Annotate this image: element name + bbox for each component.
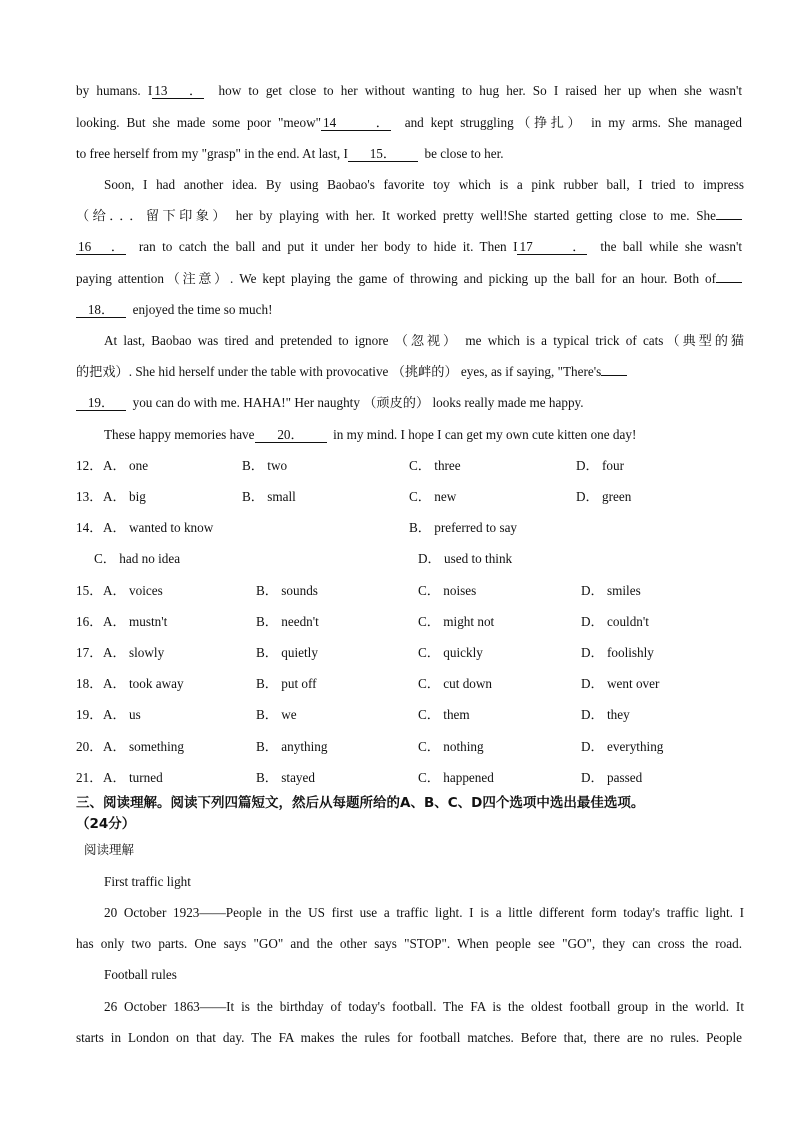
passage-line-5	[76, 207, 742, 225]
option-c: C． three	[409, 458, 461, 473]
blank-15: 15．	[348, 146, 418, 162]
passage-text: Soon, I had another idea. By using Baobao's favorite toy which is a pink rubber ball, I tried to impress	[104, 177, 744, 192]
option-c: C． them	[418, 707, 470, 722]
passage-text: the ball while she wasn't	[600, 239, 743, 254]
option-a: A． voices	[103, 583, 163, 598]
question-row-19	[76, 706, 746, 724]
option-a: A． us	[103, 707, 141, 722]
blank-17: 17．	[519, 239, 586, 254]
option-b: B． needn't	[256, 614, 319, 629]
question-row-13	[76, 488, 746, 506]
question-number: 15．	[76, 583, 103, 598]
question-row-14-cont	[76, 550, 746, 568]
question-number: 19．	[76, 707, 103, 722]
option-a: A． something	[103, 739, 184, 754]
question-number: 14．	[76, 520, 103, 535]
question-row-14	[76, 519, 746, 537]
passage-text: （给．．．留下印象） her by playing with her. It worked pretty well!She started getting close to me. She	[76, 208, 716, 223]
option-d: D． everything	[581, 739, 664, 754]
blank-line	[601, 375, 627, 376]
question-row-12	[76, 457, 746, 475]
option-d: D． they	[581, 707, 630, 722]
option-d: D． passed	[581, 770, 643, 785]
passage-line-12	[104, 426, 744, 444]
question-row-17	[76, 644, 746, 662]
question-number: 16．	[76, 614, 103, 629]
option-c: C． new	[409, 489, 457, 504]
passage-line-8	[76, 301, 742, 319]
option-a: A． mustn't	[103, 614, 168, 629]
question-row-16	[76, 613, 746, 631]
option-d: D． smiles	[581, 583, 641, 598]
question-number: 21．	[76, 770, 103, 785]
passage-text: in my mind. I hope I can get my own cute kitten one day!	[333, 427, 637, 442]
question-row-20	[76, 738, 746, 756]
question-number: 17．	[76, 645, 103, 660]
reading-line: starts in London on that day. The FA makes the rules for football matches. Before that, there are no rules. People	[76, 1030, 742, 1045]
option-b: B． two	[242, 458, 288, 473]
blank-16: 16．	[78, 239, 124, 254]
blank-13: 13．	[154, 83, 203, 98]
option-b: B． put off	[256, 676, 317, 691]
reading-line: has only two parts. One says "GO" and the other says "STOP". When people see "GO", they can cross the road.	[76, 936, 742, 951]
passage-text: to free herself from my "grasp" in the end. At last, I	[76, 146, 348, 161]
option-a: A． wanted to know	[103, 520, 214, 535]
option-c: C． happened	[418, 770, 494, 785]
question-number: 18．	[76, 676, 103, 691]
blank-19: 19．	[76, 395, 126, 411]
option-d: D． went over	[581, 676, 660, 691]
option-b: B． anything	[256, 739, 328, 754]
passage-text: paying attention（注意）. We kept playing the game of throwing and picking up the ball for an hour. Both of	[76, 271, 716, 286]
option-a: A． slowly	[103, 645, 165, 660]
blank-18: 18．	[76, 302, 126, 318]
passage-line-7	[76, 270, 742, 288]
option-d: D． foolishly	[581, 645, 654, 660]
reading-line: 26 October 1863——It is the birthday of today's football. The FA is the oldest football group in the world. It	[104, 999, 744, 1014]
blank-20: 20．	[255, 427, 327, 443]
passage-text: be close to her.	[424, 146, 504, 161]
option-b: B． quietly	[256, 645, 318, 660]
blank-line	[716, 219, 742, 220]
question-number: 20．	[76, 739, 103, 754]
passage-line-9	[104, 332, 744, 350]
option-a: A． one	[103, 458, 149, 473]
option-c: C． noises	[418, 583, 477, 598]
reading-line: 20 October 1923——People in the US first use a traffic light. I is a little different form today's traffic light. I	[104, 905, 744, 920]
passage-line-3	[76, 145, 742, 163]
option-a: A． turned	[103, 770, 163, 785]
option-d: D． four	[576, 458, 624, 473]
section-heading: 三、阅读理解。阅读下列四篇短文，然后从每题所给的A、B、C、D四个选项中选出最佳选项。	[76, 795, 645, 811]
option-b: B． small	[242, 489, 296, 504]
option-d: D． couldn't	[581, 614, 649, 629]
option-b: B． preferred to say	[409, 520, 518, 535]
blank-line	[716, 282, 742, 283]
section-heading-score: （24分）	[76, 816, 136, 832]
option-d: D． used to think	[418, 551, 513, 566]
blank-14: 14．	[322, 115, 389, 130]
option-a: A． big	[103, 489, 146, 504]
question-row-21	[76, 769, 746, 787]
passage-text: you can do with me. HAHA!" Her naughty （顽皮的） looks really made me happy.	[132, 395, 584, 410]
question-row-18	[76, 675, 746, 693]
passage-text: and kept struggling（挣扎） in my arms. She managed	[404, 115, 743, 130]
passage-text: ran to catch the ball and put it under her body to hide it. Then I	[138, 239, 518, 254]
option-c: C． might not	[418, 614, 495, 629]
option-c: C． quickly	[418, 645, 483, 660]
option-a: A． took away	[103, 676, 184, 691]
passage-title-football-rules: Football rules	[104, 967, 177, 982]
passage-text: At last, Baobao was tired and pretended to ignore （忽视） me which is a typical trick of cats（典型的猫	[104, 333, 744, 348]
reading-label: 阅读理解	[84, 842, 135, 857]
option-c: C． had no idea	[94, 551, 181, 566]
passage-line-2	[76, 114, 742, 132]
option-b: B． we	[256, 707, 297, 722]
passage-text: looking. But she made some poor "meow"	[76, 115, 321, 130]
question-row-15	[76, 582, 746, 600]
option-b: B． sounds	[256, 583, 318, 598]
passage-text: 的把戏）. She hid herself under the table with provocative （挑衅的） eyes, as if saying, "There's	[76, 364, 602, 379]
option-b: B． stayed	[256, 770, 315, 785]
passage-text: by humans. I	[76, 83, 153, 98]
option-c: C． nothing	[418, 739, 484, 754]
passage-text: how to get close to her without wanting to hug her. So I raised her up when she wasn't	[218, 83, 743, 98]
passage-title-traffic-light: First traffic light	[104, 874, 191, 889]
passage-line-4	[104, 176, 744, 194]
passage-line-11	[76, 394, 742, 412]
passage-text: These happy memories have	[104, 427, 255, 442]
question-number: 13．	[76, 489, 103, 504]
option-c: C． cut down	[418, 676, 492, 691]
passage-line-6	[76, 238, 742, 256]
passage-text: enjoyed the time so much!	[132, 302, 273, 317]
question-number: 12．	[76, 458, 103, 473]
passage-line-10	[76, 363, 742, 381]
option-d: D． green	[576, 489, 632, 504]
passage-line-1	[76, 82, 742, 100]
